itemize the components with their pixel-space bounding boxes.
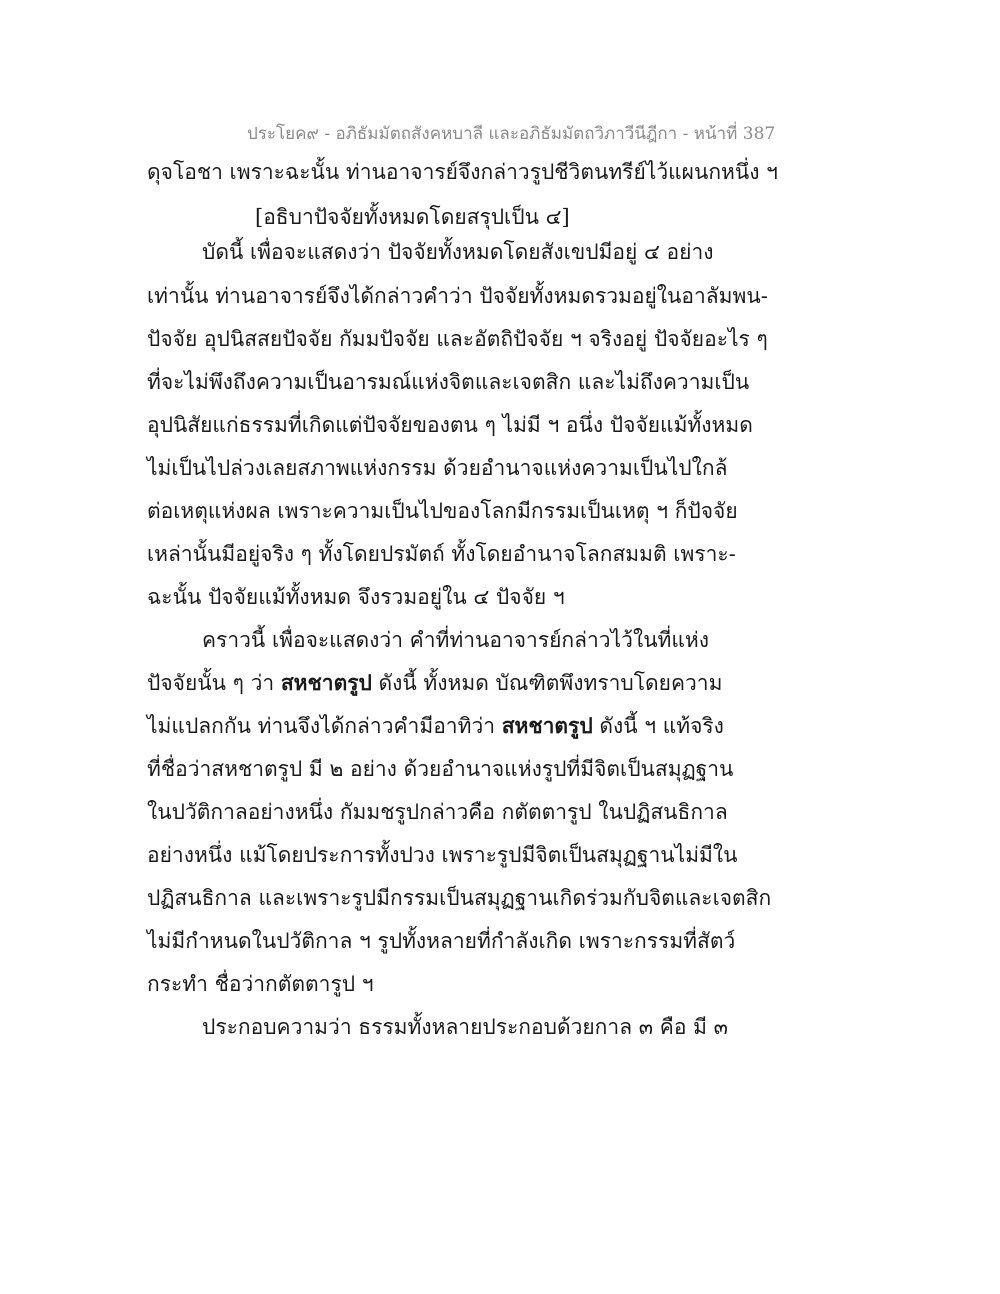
text-segment: ปฏิสนธิกาล และเพราะรูปมีกรรมเป็นสมุฏฐานเกิดร่วมกับจิตและเจตสิก <box>147 886 772 910</box>
text-segment: ไม่มีกำหนดในปวัติกาล ฯ รูปทั้งหลายที่กำลังเกิด เพราะกรรมที่สัตว์ <box>147 929 736 953</box>
text-segment: ดุจโอชา เพราะฉะนั้น ท่านอาจารย์จึงกล่าวรูปชีวิตนทรีย์ไว้แผนกหนึ่ง ฯ <box>147 160 778 184</box>
text-line <box>147 281 768 311</box>
text-line <box>147 926 735 956</box>
text-line <box>147 668 722 698</box>
text-line <box>147 754 733 784</box>
text-line <box>147 367 749 397</box>
text-line <box>202 1012 728 1042</box>
page-header: ประโยค๙ - อภิธัมมัตถสังคหบาลี และอภิธัมมัตถวิภาวีนีฎีกา - หน้าที่ 387 <box>247 124 776 144</box>
text-line <box>147 883 771 913</box>
text-segment: อย่างหนึ่ง แม้โดยประการทั้งปวง เพราะรูปมีจิตเป็นสมุฏฐานไม่มีใน <box>147 843 738 867</box>
text-segment: ไม่แปลกกัน ท่านจึงได้กล่าวคำมีอาทิว่า <box>147 714 502 738</box>
text-segment: บัดนี้ เพื่อจะแสดงว่า ปัจจัยทั้งหมดโดยสังเขปมีอยู่ ๔ อย่าง <box>202 240 714 264</box>
text-segment: ปัจจัยนั้น ๆ ว่า <box>147 671 281 695</box>
text-segment: ในปวัติกาลอย่างหนึ่ง กัมมชรูปกล่าวคือ กตัตตารูป ในปฏิสนธิกาล <box>147 800 728 824</box>
text-line <box>147 410 753 440</box>
text-line <box>202 237 714 267</box>
bold-term: สหชาตรูป <box>280 670 372 695</box>
text-segment: เหล่านั้นมีอยู่จริง ๆ ทั้งโดยปรมัตถ์ ทั้งโดยอำนาจโลกสมมติ เพราะ- <box>147 542 736 566</box>
text-line <box>147 496 738 526</box>
text-segment: คราวนี้ เพื่อจะแสดงว่า คำที่ท่านอาจารย์กล่าวไว้ในที่แห่ง <box>202 628 710 652</box>
text-line <box>147 840 738 870</box>
text-segment: ประกอบความว่า ธรรมทั้งหลายประกอบด้วยกาล ๓ คือ มี ๓ <box>202 1015 728 1039</box>
text-line <box>202 625 709 655</box>
bold-term: สหชาตรูป <box>501 713 593 738</box>
text-segment: ที่ชื่อว่าสหชาตรูป มี ๒ อย่าง ด้วยอำนาจแห่งรูปที่มีจิตเป็นสมุฏฐาน <box>147 757 734 781</box>
text-line <box>147 969 374 999</box>
text-line <box>147 324 768 354</box>
text-segment: ปัจจัย อุปนิสสยปัจจัย กัมมปัจจัย และอัตถิปัจจัย ฯ จริงอยู่ ปัจจัยอะไร ๆ <box>147 327 768 351</box>
text-line <box>147 711 724 741</box>
text-segment: ต่อเหตุแห่งผล เพราะความเป็นไปของโลกมีกรรมเป็นเหตุ ฯ ก็ปัจจัย <box>147 499 738 523</box>
text-line <box>147 797 728 827</box>
text-segment: อุปนิสัยแก่ธรรมที่เกิดแต่ปัจจัยของตน ๆ ไม่มี ฯ อนึ่ง ปัจจัยแม้ทั้งหมด <box>147 413 753 437</box>
text-line <box>147 539 736 569</box>
text-segment: ดังนี้ ทั้งหมด บัณฑิตพึงทราบโดยความ <box>371 671 723 695</box>
text-segment: ไม่เป็นไปล่วงเลยสภาพแห่งกรรม ด้วยอำนาจแห่งความเป็นไปใกล้ <box>147 456 728 480</box>
text-segment: ดังนี้ ฯ แท้จริง <box>592 714 724 738</box>
text-segment: ที่จะไม่พึงถึงความเป็นอารมณ์แห่งจิตและเจตสิก และไม่ถึงความเป็น <box>147 370 750 394</box>
text-line <box>147 157 778 187</box>
text-line <box>147 453 727 483</box>
text-segment: เท่านั้น ท่านอาจารย์จึงได้กล่าวคำว่า ปัจจัยทั้งหมดรวมอยู่ในอาลัมพน- <box>147 284 768 308</box>
text-line <box>147 582 565 612</box>
text-segment: [อธิบาปัจจัยทั้งหมดโดยสรุปเป็น ๔] <box>255 205 570 229</box>
section-heading <box>255 202 570 232</box>
text-segment: ฉะนั้น ปัจจัยแม้ทั้งหมด จึงรวมอยู่ใน ๔ ปัจจัย ฯ <box>147 585 565 609</box>
text-segment: กระทำ ชื่อว่ากตัตตารูป ฯ <box>147 972 374 996</box>
